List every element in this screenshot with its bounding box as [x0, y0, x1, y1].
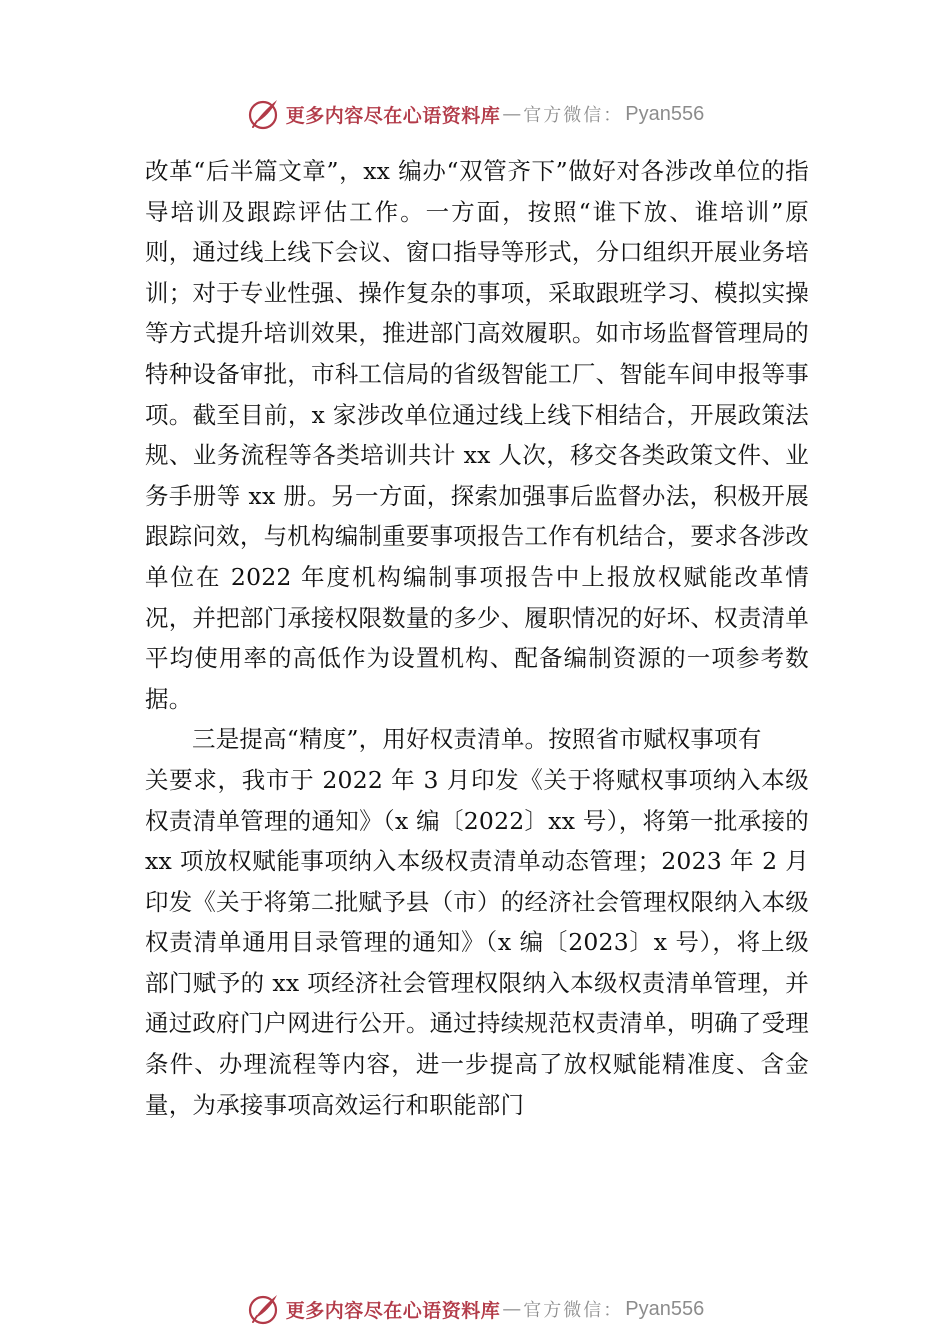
header-watermark: [0, 92, 950, 136]
paragraph-precision-heading: 三是提高“精度”，用好权责清单。按照省市赋权事项有: [192, 725, 762, 754]
watermark-label: 官方微信：: [523, 105, 624, 126]
quill-seal-icon: [246, 96, 282, 132]
watermark-wechat-id: Pyan556: [625, 102, 705, 125]
watermark-label: 官方微信：: [523, 1300, 624, 1321]
watermark-brand-text: 更多内容尽在心语资料库: [285, 1299, 501, 1322]
footer-watermark: [0, 1287, 950, 1331]
paragraph-precision-body: 关要求，我市于 2022 年 3 月印发《关于将赋权事项纳入本级权责清单管理的通知》（x 编〔2022〕xx 号），将第一批承接的 xx 项放权赋能事项纳入本级权责清单动态管理；2023 年 2 月印发《关于将第二批赋予县（市）的经济社会管理权限纳入本级权责清单通用目录管理的通知》（x 编〔2023〕x 号），将上级部门赋予的 xx 项经济社会管理权限纳入本级权责清单管理，并通过政府门户网进行公开。通过持续规范权责清单，明确了受理条件、办理流程等内容，进一步提高了放权赋能精准度、含金量，为承接事项高效运行和职能部门: [145, 765, 809, 1119]
quill-seal-icon: [246, 1291, 282, 1327]
paragraph-training: 改革“后半篇文章”，xx 编办“双管齐下”做好对各涉改单位的指导培训及跟踪评估工作。一方面，按照“谁下放、谁培训”原则，通过线上线下会议、窗口指导等形式，分口组织开展业务培训；对于专业性强、操作复杂的事项，采取跟班学习、模拟实操等方式提升培训效果，推进部门高效履职。如市场监督管理局的特种设备审批，市科工信局的省级智能工厂、智能车间申报等事项。截至目前，x 家涉改单位通过线上线下相结合，开展政策法规、业务流程等各类培训共计 xx 人次，移交各类政策文件、业务手册等 xx 册。另一方面，探索加强事后监督办法，积极开展跟踪问效，与机构编制重要事项报告工作有机结合，要求各涉改单位在 2022 年度机构编制事项报告中上报放权赋能改革情况，并把部门承接权限数量的多少、履职情况的好坏、权责清单平均使用率的高低作为设置机构、配备编制资源的一项参考数据。: [145, 157, 809, 713]
watermark-wechat-id: Pyan556: [625, 1297, 705, 1320]
watermark-separator: —: [502, 103, 522, 125]
document-body: [145, 151, 809, 1125]
watermark-brand-text: 更多内容尽在心语资料库: [285, 104, 501, 127]
watermark-separator: —: [502, 1298, 522, 1320]
